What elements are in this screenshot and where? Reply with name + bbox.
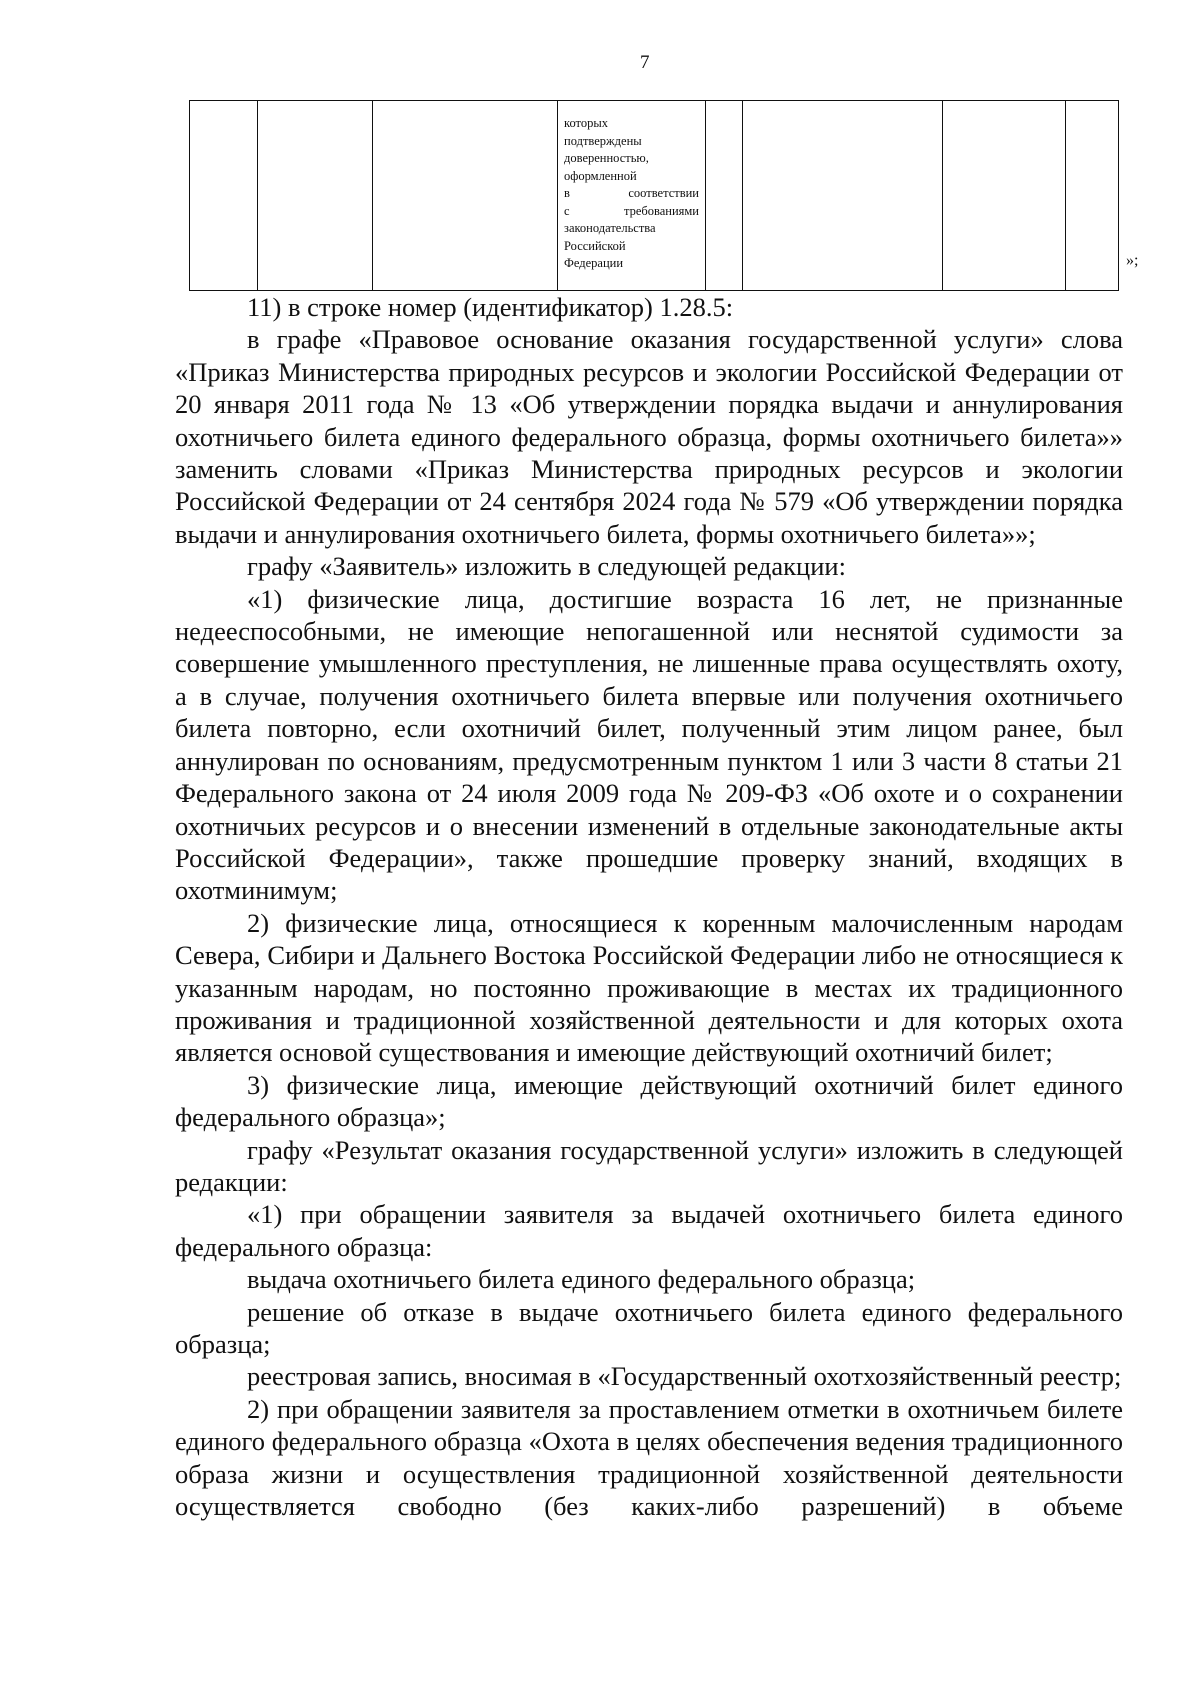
table-cell-empty bbox=[743, 101, 943, 291]
table-cell-text-content: которых подтверждены доверенностью, оформленной в соответствии с требованиями законодательства Российской Федерации bbox=[564, 116, 699, 270]
document-body bbox=[175, 291, 1123, 1522]
page-number: 7 bbox=[640, 52, 650, 73]
paragraph-result-refusal: решение об отказе в выдаче охотничьего билета единого федерального образца; bbox=[175, 1296, 1123, 1359]
paragraph-amendment-item: 11) в строке номер (идентификатор) 1.28.5: bbox=[247, 292, 734, 322]
continued-table-fragment bbox=[189, 100, 1119, 291]
paragraph-result-registry: реестровая запись, вносимая в «Государственный охотхозяйственный реестр; bbox=[247, 1361, 1122, 1392]
paragraph-result-heading: графу «Результат оказания государственной услуги» изложить в следующей редакции: bbox=[175, 1134, 1123, 1197]
paragraph-applicant-heading: графу «Заявитель» изложить в следующей редакции: bbox=[247, 551, 846, 582]
table-cell-empty bbox=[706, 101, 743, 291]
table-cell-empty bbox=[943, 101, 1066, 291]
paragraph-applicant-1: «1) физические лица, достигшие возраста 16 лет, не признанные недееспособными, не имеющие непогашенной или неснятой судимости за совершение умышленного преступления, не лишенные права осуществлять охоту, а в случае, получения охотничьего билета впервые или получения охотничьего билета повторно, если охотничий билет, полученный этим лицом ранее, был аннулирован по основаниям, предусмотренным пунктом 1 или 3 части 8 статьи 21 Федерального закона от 24 июля 2009 года № 209-ФЗ «Об охоте и о сохранении охотничьих ресурсов и о внесении изменений в отдельные законодательные акты Российской Федерации», также прошедшие проверку знаний, входящих в охотминимум; bbox=[175, 583, 1123, 906]
table-closing-quote: »; bbox=[1126, 252, 1139, 269]
table-cell-empty bbox=[190, 101, 258, 291]
table-cell-empty bbox=[1066, 101, 1119, 291]
paragraph-result-issue: выдача охотничьего билета единого федерального образца; bbox=[247, 1264, 916, 1295]
paragraph-result-1: «1) при обращении заявителя за выдачей охотничьего билета единого федерального образца: bbox=[175, 1199, 1123, 1262]
table-cell-empty bbox=[373, 101, 558, 291]
paragraph-applicant-2: 2) физические лица, относящиеся к коренным малочисленным народам Севера, Сибири и Дальнего Востока Российской Федерации либо не относящиеся к указанным народам, но постоянно проживающие в местах их традиционного проживания и традиционной хозяйственной деятельности и для которых охота является основой существования и имеющие действующий охотничий билет; bbox=[175, 907, 1123, 1068]
paragraph-result-2: 2) при обращении заявителя за проставлением отметки в охотничьем билете единого федерального образца «Охота в целях обеспечения ведения традиционного образа жизни и осуществления традиционной хозяйственной деятельности осуществляется свободно (без каких-либо разрешений) в объеме bbox=[175, 1393, 1123, 1522]
paragraph-applicant-3: 3) физические лица, имеющие действующий охотничий билет единого федерального образца»; bbox=[175, 1069, 1123, 1133]
paragraph-legal-basis: в графе «Правовое основание оказания государственной услуги» слова «Приказ Министерства природных ресурсов и экологии Российской Федерации от 20 января 2011 года № 13 «Об утверждении порядка выдачи и аннулирования охотничьего билета единого федерального образца, формы охотничьего билета»» заменить словами «Приказ Министерства природных ресурсов и экологии Российской Федерации от 24 сентября 2024 года № 579 «Об утверждении порядка выдачи и аннулирования охотничьего билета, формы охотничьего билета»»; bbox=[175, 324, 1123, 549]
table-cell-empty bbox=[258, 101, 373, 291]
table-cell-text bbox=[558, 101, 706, 291]
